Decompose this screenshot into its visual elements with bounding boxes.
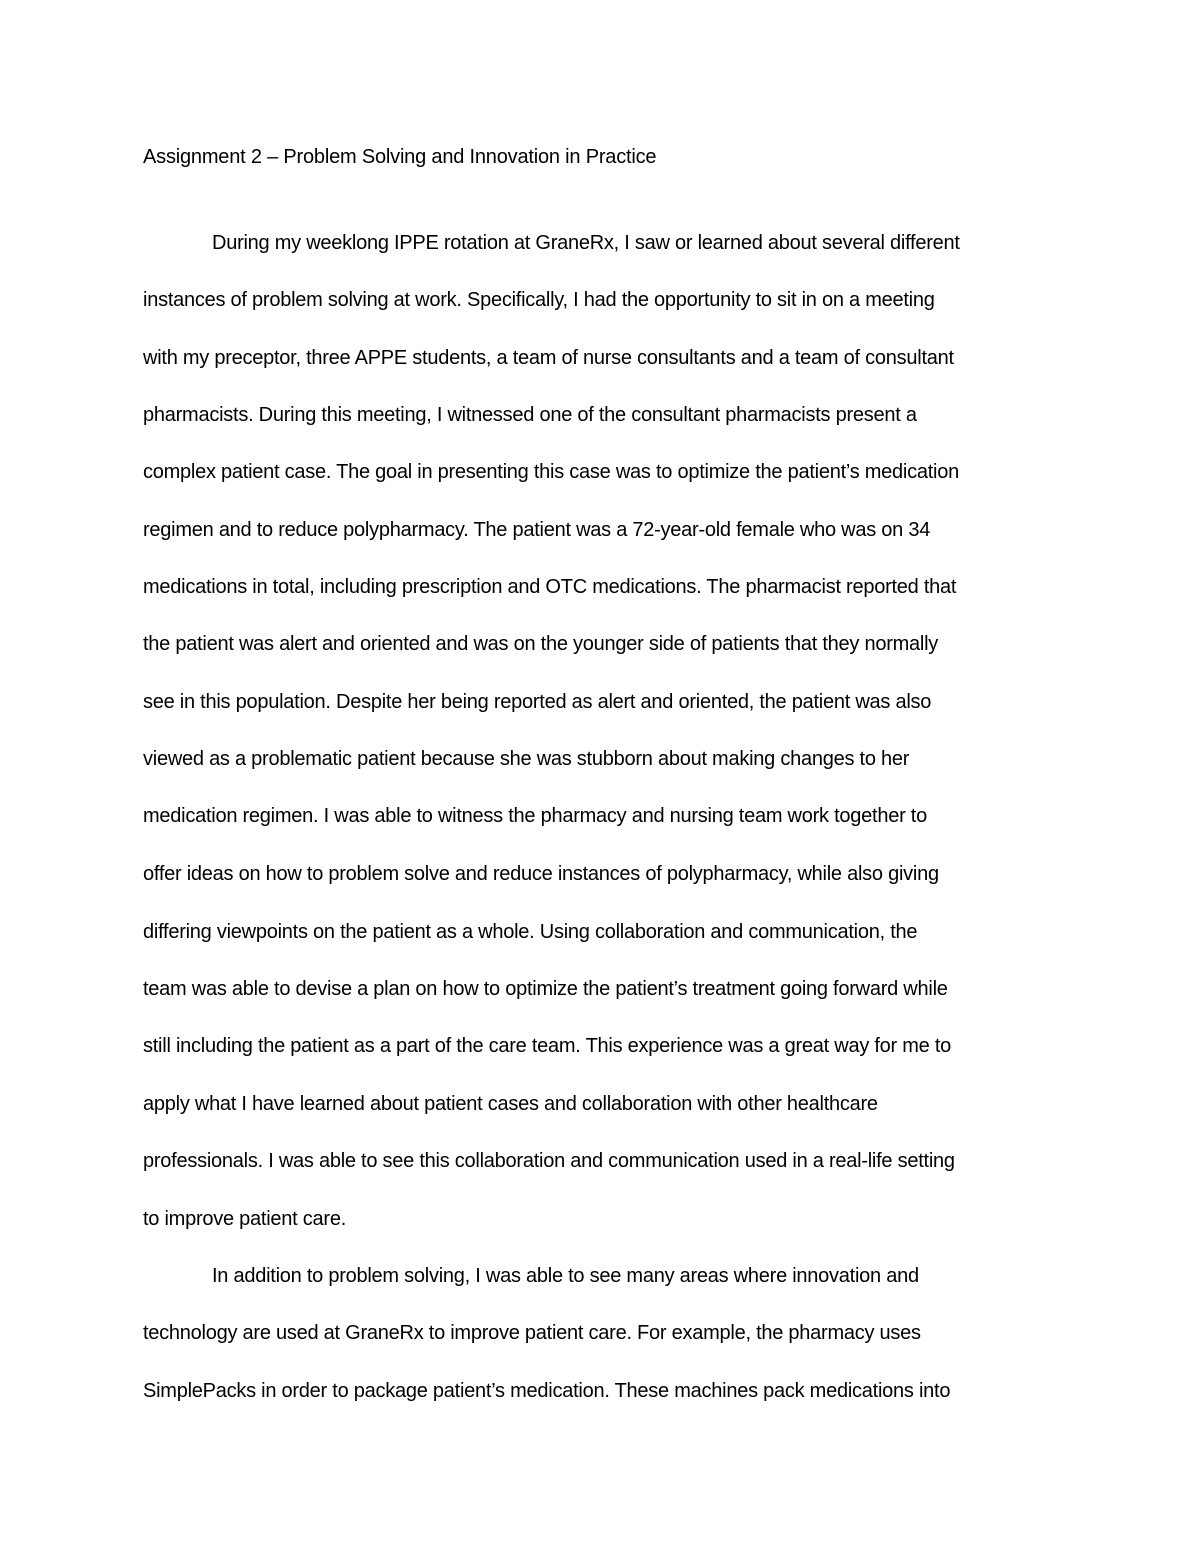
- paragraph-1-line-15: still including the patient as a part of the care team. This experience was a great way for me to: [143, 1035, 952, 1057]
- paragraph-1-line-2: instances of problem solving at work. Specifically, I had the opportunity to sit in on a meeting: [143, 289, 935, 311]
- document-title: Assignment 2 – Problem Solving and Innovation in Practice: [143, 146, 657, 168]
- paragraph-1-line-3: with my preceptor, three APPE students, a team of nurse consultants and a team of consultant: [143, 347, 954, 369]
- paragraph-1-line-1: During my weeklong IPPE rotation at GraneRx, I saw or learned about several different: [212, 232, 960, 254]
- paragraph-1-line-12: offer ideas on how to problem solve and reduce instances of polypharmacy, while also giving: [143, 863, 939, 885]
- paragraph-1-line-6: regimen and to reduce polypharmacy. The patient was a 72-year-old female who was on 34: [143, 519, 931, 541]
- paragraph-1-line-11: medication regimen. I was able to witness the pharmacy and nursing team work together to: [143, 805, 927, 827]
- paragraph-1-line-5: complex patient case. The goal in presenting this case was to optimize the patient’s medication: [143, 461, 959, 483]
- paragraph-1-line-17: professionals. I was able to see this collaboration and communication used in a real-life setting: [143, 1150, 955, 1172]
- paragraph-1-line-13: differing viewpoints on the patient as a whole. Using collaboration and communication, the: [143, 921, 918, 943]
- paragraph-1-line-18: to improve patient care.: [143, 1208, 346, 1230]
- paragraph-2-line-2: technology are used at GraneRx to improve patient care. For example, the pharmacy uses: [143, 1322, 921, 1344]
- paragraph-1-line-10: viewed as a problematic patient because she was stubborn about making changes to her: [143, 748, 910, 770]
- paragraph-1-line-14: team was able to devise a plan on how to optimize the patient’s treatment going forward while: [143, 978, 948, 1000]
- paragraph-1-line-16: apply what I have learned about patient cases and collaboration with other healthcare: [143, 1093, 878, 1115]
- paragraph-1-line-8: the patient was alert and oriented and was on the younger side of patients that they normally: [143, 633, 939, 655]
- paragraph-2-line-3: SimplePacks in order to package patient’s medication. These machines pack medications into: [143, 1380, 951, 1402]
- paragraph-1-line-4: pharmacists. During this meeting, I witnessed one of the consultant pharmacists present a: [143, 404, 917, 426]
- paragraph-1-line-7: medications in total, including prescription and OTC medications. The pharmacist reported that: [143, 576, 957, 598]
- paragraph-1-line-9: see in this population. Despite her being reported as alert and oriented, the patient was also: [143, 691, 932, 713]
- paragraph-2-line-1: In addition to problem solving, I was able to see many areas where innovation and: [212, 1265, 919, 1287]
